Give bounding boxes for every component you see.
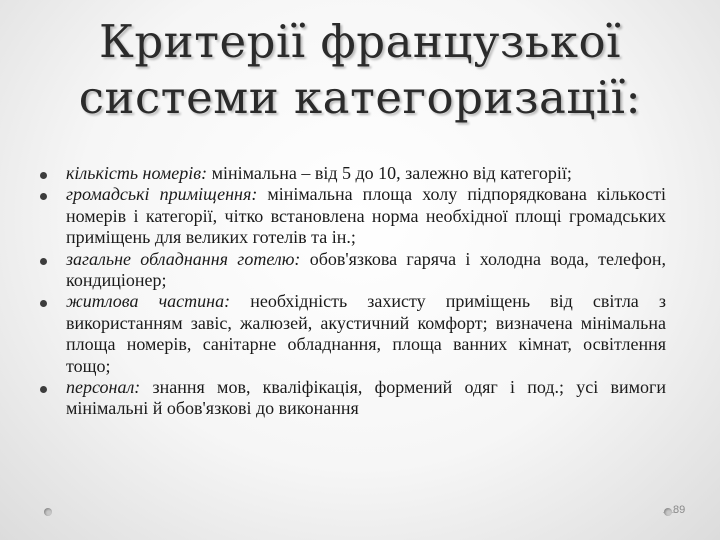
bullet-item-public-spaces (40, 184, 666, 248)
bullet-term: кількість номерів: (66, 163, 208, 183)
bullet-dot-icon (40, 193, 47, 200)
footer-ornament-right-icon (664, 508, 672, 516)
bullet-dot-icon (40, 386, 47, 393)
bullet-text: необхідність захисту приміщень від світла з використанням завіс, жалюзей, акустичний комфорт; визначена мінімальна площа номерів, санітарне обладнання, площа ванних кімнат, освітлення тощо; (66, 291, 666, 376)
bullet-term: житлова частина: (66, 291, 231, 312)
title-line-1: Критерії французької (99, 15, 621, 68)
bullet-dot-icon (40, 300, 47, 307)
bullet-list (40, 163, 666, 420)
bullet-item-staff (40, 377, 666, 420)
bullet-dot-icon (40, 258, 47, 265)
bullet-item-general-equipment (40, 249, 666, 292)
bullet-item-living-area (40, 291, 666, 377)
bullet-dot-icon (40, 172, 47, 179)
title-line-2: системи категоризації: (78, 71, 642, 124)
bullet-text: мінімальна площа холу підпорядкована кількості номерів і категорії, чітко встановлена норма необхідної площі громадських приміщень для великих готелів та ін.; (66, 184, 667, 248)
bullet-text: мінімальна – від 5 до 10, залежно від категорії; (207, 163, 572, 183)
bullet-item-room-count (40, 163, 666, 184)
bullet-term: персонал: (66, 377, 141, 398)
slide-title (40, 14, 680, 126)
bullet-text: знання мов, кваліфікація, формений одяг і под.; усі вимоги мінімальні й обов'язкові до виконання (66, 377, 666, 419)
bullet-term: громадські приміщення: (66, 184, 258, 205)
footer-ornament-left-icon (44, 508, 52, 516)
page-number: 89 (673, 504, 686, 516)
bullet-term: загальне обладнання готелю: (66, 248, 301, 269)
bullet-text: обов'язкова гаряча і холодна вода, телефон, кондиціонер; (66, 248, 666, 291)
